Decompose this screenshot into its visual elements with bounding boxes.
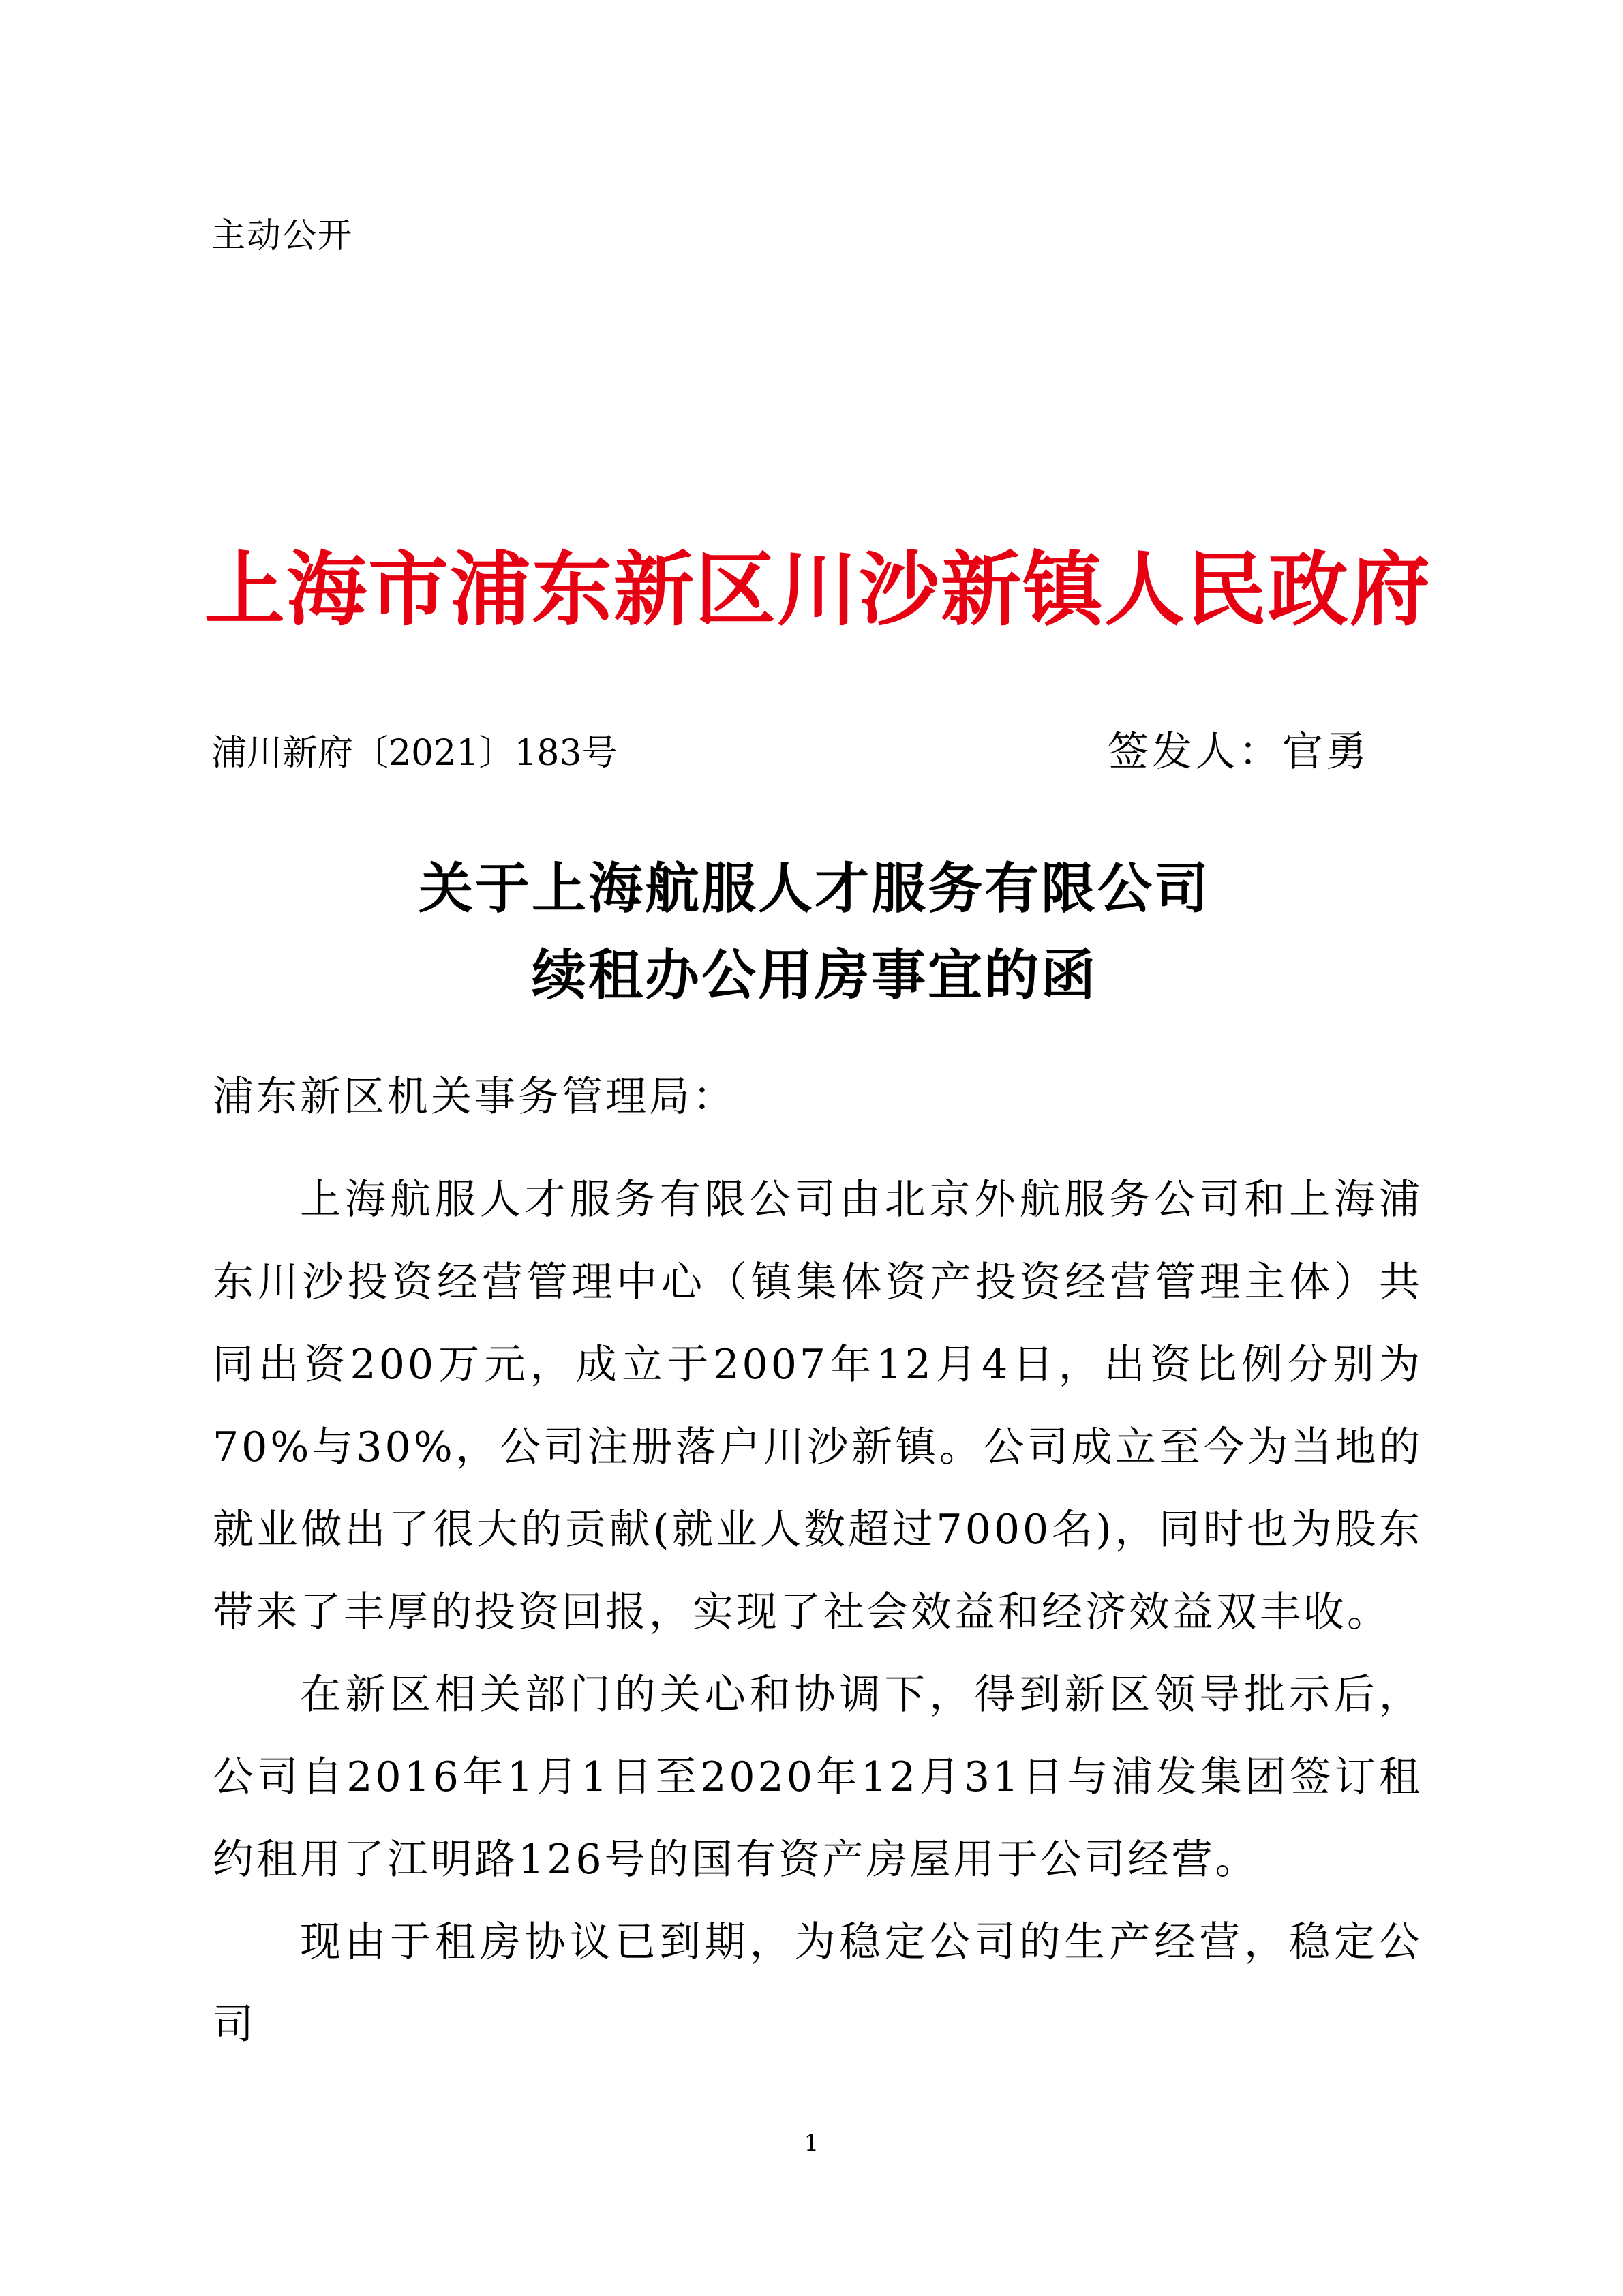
- body-paragraph-2: 在新区相关部门的关心和协调下，得到新区领导批示后，公司自2016年1月1日至2020年12月31日与浦发集团签订租约租用了江明路126号的国有资产房屋用于公司经营。: [213, 1671, 1423, 1884]
- recipient: 浦东新区机关事务管理局：: [213, 1073, 736, 1121]
- body-paragraph-1: 上海航服人才服务有限公司由北京外航服务公司和上海浦东川沙投资经营管理中心（镇集体资产投资经营管理主体）共同出资200万元，成立于2007年12月4日，出资比例分别为70%与30%，公司注册落户川沙新镇。公司成立至今为当地的就业做出了很大的贡献(就业人数超过7000名)，同时也为股东带来了丰厚的投资回报，实现了社会效益和经济效益双丰收。: [213, 1176, 1423, 1636]
- body-text: [213, 1159, 1423, 2066]
- document-number: 浦川新府〔2021〕183号: [211, 733, 618, 774]
- signer: 签发人：官勇: [1108, 728, 1369, 776]
- title-line-1: 关于上海航服人才服务有限公司: [419, 856, 1211, 920]
- body-paragraph-3: 现由于租房协议已到期，为稳定公司的生产经营，稳定公司: [213, 1918, 1423, 2049]
- issuer-letterhead: 上海市浦东新区川沙新镇人民政府: [204, 543, 1432, 637]
- title-line-2: 续租办公用房事宜的函: [532, 943, 1097, 1007]
- document-title: [204, 845, 1425, 1018]
- page-number: 1: [804, 2130, 819, 2157]
- disclosure-label: 主动公开: [211, 215, 353, 255]
